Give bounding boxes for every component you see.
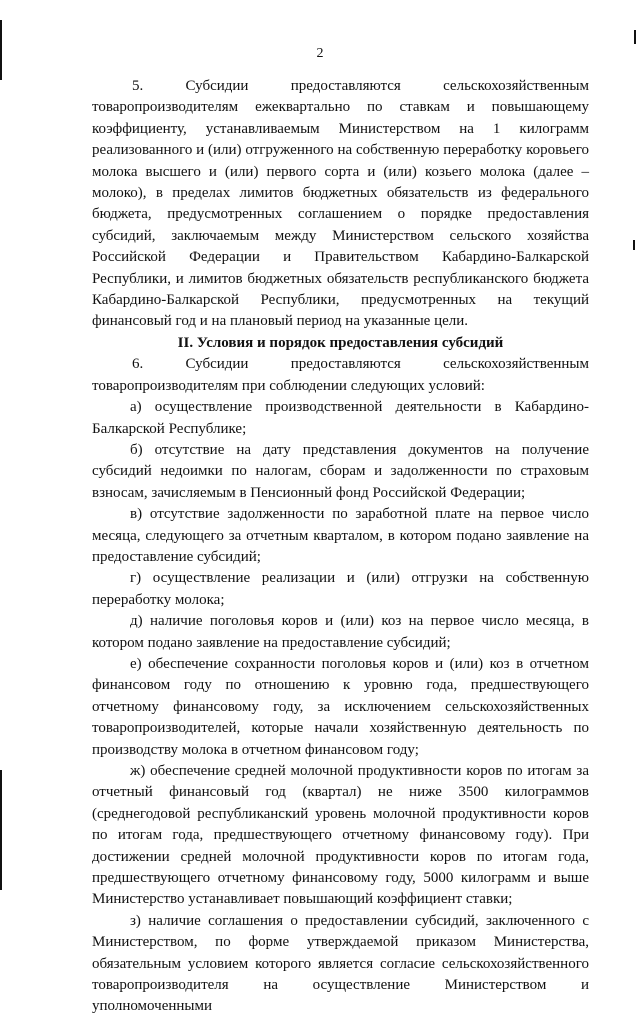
scan-mark-left-bottom: [0, 770, 2, 890]
section-title: II. Условия и порядок предоставления субсидий: [177, 334, 504, 351]
subitem-a: а) осуществление производственной деятельности в Кабардино-Балкарской Республике;: [92, 399, 589, 437]
scan-mark-right-mid: [633, 240, 635, 250]
subitem-v: в) отсутствие задолженности по заработной плате на первое число месяца, следующего за отчетным кварталом, в котором подано заявление на предоставление субсидий;: [92, 506, 589, 565]
page-number: 2: [316, 46, 324, 61]
subitem-e: е) обеспечение сохранности поголовья коров и (или) коз в отчетном финансовом году по отношению к уровню года, предшествующего отчетному финансовому году, за исключением сельскохозяйственных товаропроизводителей, которые начали хозяйственную деятельность по производству молока в отчетном финансовом году;: [92, 655, 589, 758]
subitem-g: г) осуществление реализации и (или) отгрузки на собственную переработку молока;: [92, 570, 589, 608]
paragraph-5: 5. Субсидии предоставляются сельскохозяйственным товаропроизводителям ежеквартально по ставкам и повышающему коэффициенту, устанавливаемым Министерством на 1 килограмм реализованного и (или) отгруженного на собственную переработку коровьего молока высшего и (или) первого сорта и (или) козьего молока (далее – молоко), в пределах лимитов бюджетных обязательств из федерального бюджета, предусмотренных соглашением о порядке предоставления субсидий, заключаемым между Министерством сельского хозяйства Российской Федерации и Правительством Кабардино-Балкарской Республики, и лимитов бюджетных обязательств республиканского бюджета Кабардино-Балкарской Республики, предусмотренных на текущий финансовый год и на плановый период на указанные цели.: [92, 78, 589, 330]
subitem-z: з) наличие соглашения о предоставлении субсидий, заключенного с Министерством, по форме утверждаемой приказом Министерства, обязательным условием которого является согласие сельскохозяйственного товаропроизводителя на осуществление Министерством и уполномоченными: [92, 912, 589, 1015]
scan-mark-left-top: [0, 20, 2, 80]
document-body: [92, 76, 589, 1018]
scan-mark-right-top: [634, 30, 636, 44]
subitem-d: д) наличие поголовья коров и (или) коз на первое число месяца, в котором подано заявление на предоставление субсидий;: [92, 613, 589, 651]
subitem-zh: ж) обеспечение средней молочной продуктивности коров по итогам за отчетный финансовый год (квартал) не ниже 3500 килограммов (среднегодовой республиканский уровень молочной продуктивности коров по итогам года, предшествующего отчетному финансовому году). При достижении средней молочной продуктивности коров по итогам года, предшествующего отчетному финансовому году, 5000 килограмм и выше Министерство устанавливает повышающий коэффициент ставки;: [92, 763, 589, 908]
paragraph-6: 6. Субсидии предоставляются сельскохозяйственным товаропроизводителям при соблюдении следующих условий:: [92, 356, 589, 394]
subitem-b: б) отсутствие на дату представления документов на получение субсидий недоимки по налогам, сборам и задолженности по страховым взносам, зачисляемым в Пенсионный фонд Российской Федерации;: [92, 441, 589, 501]
